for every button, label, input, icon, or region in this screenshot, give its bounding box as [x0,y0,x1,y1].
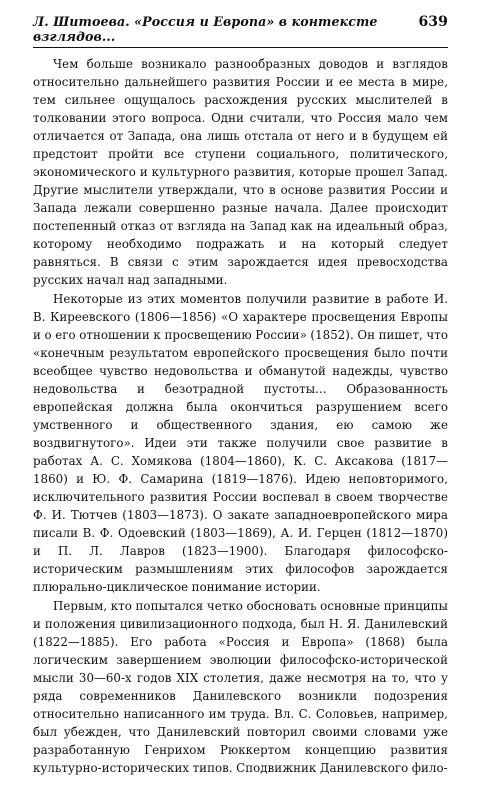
page-number: 639 [418,14,448,30]
body-text [33,55,448,777]
running-title: Л. Шитоева. «Россия и Европа» в контексте взглядов... [33,14,378,44]
running-header [33,14,448,48]
paragraph: Первым, кто попытался четко обосновать основные принципы и положения цивилизационного подхода, был Н. Я. Данилевский (1822—1885). Его работа «Россия и Европа» (1868) была логическим завершением эволюции философско-исторической мысли 30—60-х годов XIX столетия, даже несмотря на то, что у ряда современников Данилевского возникли подозрения относительно написанного им труда. Вл. С. Соловьев, например, был убежден, что Данилевский повторил своими словами уже разработанную Генрихом Рюккертом концепцию развития культурно-исторических типов. Сподвижник Данилевского фило- [33,599,448,775]
paragraph: Некоторые из этих моментов получили развитие в работе И. В. Киреевского (1806—1856) «О характере просвещения Европы и о его отношении к просвещению России» (1852). Он пишет, что «конечным результатом европейского просвещения было почти всеобщее чувство недовольства и обманутой надежды, чувство недовольства и безотрадной пустоты... Образованность европейская должна была окончиться разрушением всего умственного и общественного здания, ею самою же воздвигнутого». Идеи эти также получили свое развитие в работах А. С. Хомякова (1804—1860), К. С. Аксакова (1817—1860) и Ю. Ф. Самарина (1819—1876). Идею неповторимого, исключительного развития России воспевал в своем творчестве Ф. И. Тютчев (1803—1873). О закате западноевропейского мира писали В. Ф. Одоевский (1803—1869), А. И. Герцен (1812—1870) и П. Л. Лавров (1823—1900). Благодаря философско-историческим размышлениям этих философов зарождается плюрально-циклическое понимание истории. [33,292,448,594]
paragraph: Чем больше возникало разнообразных доводов и взглядов относительно дальнейшего развития России и ее места в мире, тем сильнее ощущалось расхождения русских мыслителей в толковании этого вопроса. Одни считали, что Россия мало чем отличается от Запада, она лишь отстала от него и в будущем ей предстоит пройти все ступени социального, политического, экономического и культурного развития, которые прошел Запад. Другие мыслители утверждали, что в основе развития России и Запада лежали совершенно разные начала. Далее происходит постепенный отказ от взгляда на Запад как на идеальный образ, которому необходимо подражать и на который следует равняться. В связи с этим зарождается идея превосходства русских начал над западными. [33,57,448,287]
